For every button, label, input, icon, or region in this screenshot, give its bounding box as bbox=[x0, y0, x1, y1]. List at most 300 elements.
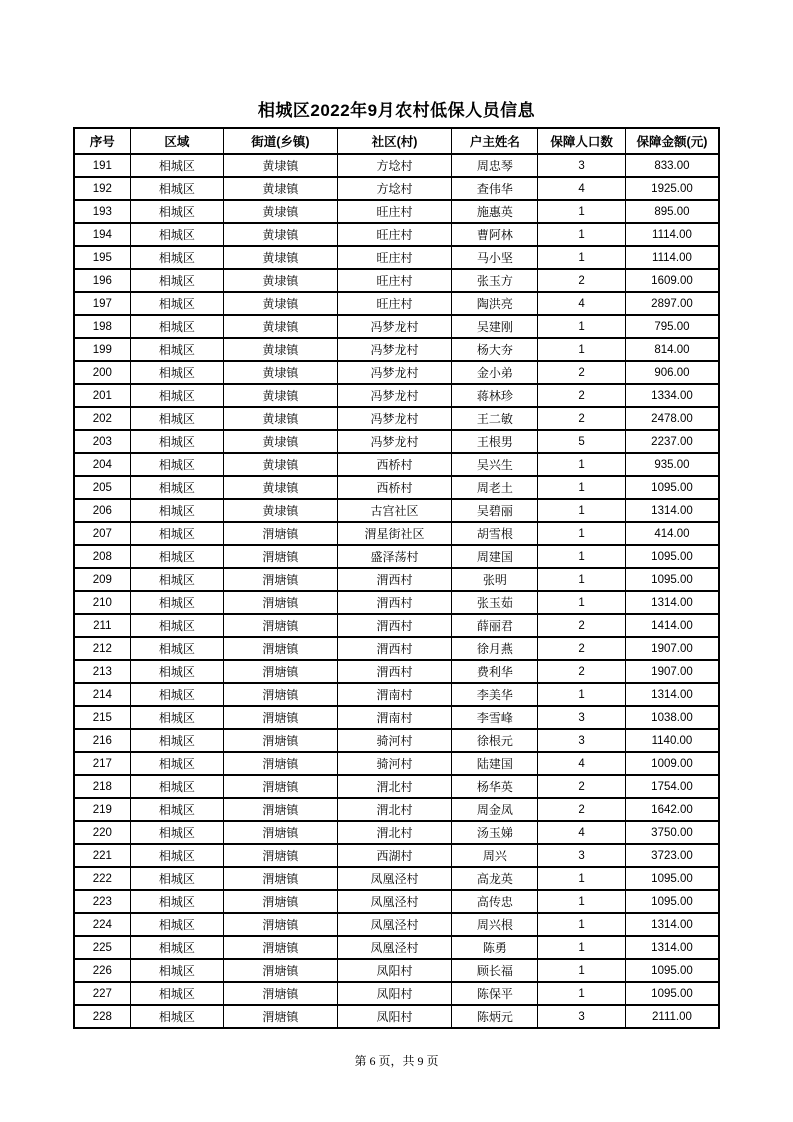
cell-amount: 1095.00 bbox=[625, 476, 719, 499]
cell-town: 渭塘镇 bbox=[224, 913, 338, 936]
table-row bbox=[74, 821, 719, 844]
cell-town: 渭塘镇 bbox=[224, 683, 338, 706]
cell-householder: 陶洪亮 bbox=[452, 292, 538, 315]
cell-town: 黄埭镇 bbox=[224, 499, 338, 522]
table-body bbox=[74, 154, 719, 1028]
cell-householder: 查伟华 bbox=[452, 177, 538, 200]
cell-index: 218 bbox=[74, 775, 130, 798]
cell-population: 1 bbox=[538, 591, 626, 614]
cell-index: 195 bbox=[74, 246, 130, 269]
cell-amount: 1095.00 bbox=[625, 568, 719, 591]
cell-index: 203 bbox=[74, 430, 130, 453]
cell-index: 210 bbox=[74, 591, 130, 614]
table-row bbox=[74, 177, 719, 200]
table-row bbox=[74, 775, 719, 798]
cell-region: 相城区 bbox=[130, 361, 224, 384]
cell-village: 冯梦龙村 bbox=[337, 430, 452, 453]
cell-region: 相城区 bbox=[130, 292, 224, 315]
cell-population: 2 bbox=[538, 407, 626, 430]
cell-householder: 张明 bbox=[452, 568, 538, 591]
cell-amount: 795.00 bbox=[625, 315, 719, 338]
cell-town: 渭塘镇 bbox=[224, 591, 338, 614]
cell-village: 旺庄村 bbox=[337, 269, 452, 292]
cell-index: 200 bbox=[74, 361, 130, 384]
cell-population: 4 bbox=[538, 292, 626, 315]
cell-householder: 薛丽君 bbox=[452, 614, 538, 637]
cell-amount: 3750.00 bbox=[625, 821, 719, 844]
cell-town: 渭塘镇 bbox=[224, 844, 338, 867]
cell-householder: 汤玉娣 bbox=[452, 821, 538, 844]
cell-index: 209 bbox=[74, 568, 130, 591]
cell-householder: 金小弟 bbox=[452, 361, 538, 384]
column-header-householder: 户主姓名 bbox=[452, 128, 538, 154]
cell-householder: 杨大夯 bbox=[452, 338, 538, 361]
cell-town: 黄埭镇 bbox=[224, 453, 338, 476]
cell-index: 199 bbox=[74, 338, 130, 361]
cell-town: 黄埭镇 bbox=[224, 315, 338, 338]
cell-householder: 吴碧丽 bbox=[452, 499, 538, 522]
cell-region: 相城区 bbox=[130, 683, 224, 706]
cell-village: 渭南村 bbox=[337, 683, 452, 706]
cell-town: 黄埭镇 bbox=[224, 407, 338, 430]
cell-region: 相城区 bbox=[130, 821, 224, 844]
table-row bbox=[74, 683, 719, 706]
table-row bbox=[74, 798, 719, 821]
cell-householder: 张玉茹 bbox=[452, 591, 538, 614]
table-row bbox=[74, 729, 719, 752]
cell-index: 208 bbox=[74, 545, 130, 568]
cell-amount: 833.00 bbox=[625, 154, 719, 177]
cell-region: 相城区 bbox=[130, 614, 224, 637]
table-row bbox=[74, 936, 719, 959]
cell-population: 2 bbox=[538, 637, 626, 660]
cell-amount: 1907.00 bbox=[625, 637, 719, 660]
cell-amount: 1609.00 bbox=[625, 269, 719, 292]
cell-town: 黄埭镇 bbox=[224, 361, 338, 384]
cell-town: 黄埭镇 bbox=[224, 200, 338, 223]
cell-amount: 1925.00 bbox=[625, 177, 719, 200]
table-row bbox=[74, 890, 719, 913]
cell-index: 204 bbox=[74, 453, 130, 476]
cell-index: 206 bbox=[74, 499, 130, 522]
cell-amount: 1642.00 bbox=[625, 798, 719, 821]
cell-population: 2 bbox=[538, 384, 626, 407]
table-row bbox=[74, 982, 719, 1005]
cell-region: 相城区 bbox=[130, 499, 224, 522]
cell-householder: 胡雪根 bbox=[452, 522, 538, 545]
cell-population: 3 bbox=[538, 1005, 626, 1028]
cell-population: 3 bbox=[538, 154, 626, 177]
table-row bbox=[74, 200, 719, 223]
cell-region: 相城区 bbox=[130, 844, 224, 867]
cell-town: 渭塘镇 bbox=[224, 637, 338, 660]
cell-town: 黄埭镇 bbox=[224, 177, 338, 200]
cell-householder: 陈保平 bbox=[452, 982, 538, 1005]
cell-index: 224 bbox=[74, 913, 130, 936]
cell-town: 渭塘镇 bbox=[224, 890, 338, 913]
cell-region: 相城区 bbox=[130, 430, 224, 453]
cell-village: 西湖村 bbox=[337, 844, 452, 867]
cell-population: 2 bbox=[538, 775, 626, 798]
cell-amount: 2478.00 bbox=[625, 407, 719, 430]
cell-amount: 1038.00 bbox=[625, 706, 719, 729]
cell-index: 220 bbox=[74, 821, 130, 844]
cell-population: 1 bbox=[538, 683, 626, 706]
cell-index: 219 bbox=[74, 798, 130, 821]
cell-householder: 马小坚 bbox=[452, 246, 538, 269]
cell-householder: 高龙英 bbox=[452, 867, 538, 890]
cell-index: 212 bbox=[74, 637, 130, 660]
cell-index: 191 bbox=[74, 154, 130, 177]
cell-householder: 吴兴生 bbox=[452, 453, 538, 476]
cell-town: 渭塘镇 bbox=[224, 798, 338, 821]
cell-index: 225 bbox=[74, 936, 130, 959]
cell-population: 1 bbox=[538, 936, 626, 959]
cell-population: 2 bbox=[538, 660, 626, 683]
cell-population: 1 bbox=[538, 890, 626, 913]
cell-village: 冯梦龙村 bbox=[337, 407, 452, 430]
cell-index: 215 bbox=[74, 706, 130, 729]
column-header-index: 序号 bbox=[74, 128, 130, 154]
cell-householder: 陈炳元 bbox=[452, 1005, 538, 1028]
cell-village: 凤阳村 bbox=[337, 959, 452, 982]
cell-population: 1 bbox=[538, 959, 626, 982]
cell-village: 渭西村 bbox=[337, 591, 452, 614]
cell-population: 1 bbox=[538, 223, 626, 246]
cell-village: 渭西村 bbox=[337, 637, 452, 660]
cell-region: 相城区 bbox=[130, 982, 224, 1005]
cell-region: 相城区 bbox=[130, 522, 224, 545]
cell-village: 西桥村 bbox=[337, 453, 452, 476]
cell-population: 3 bbox=[538, 844, 626, 867]
cell-amount: 1095.00 bbox=[625, 867, 719, 890]
cell-index: 194 bbox=[74, 223, 130, 246]
page-title: 相城区2022年9月农村低保人员信息 bbox=[257, 101, 536, 120]
table-row bbox=[74, 453, 719, 476]
cell-index: 202 bbox=[74, 407, 130, 430]
cell-householder: 陈勇 bbox=[452, 936, 538, 959]
cell-index: 221 bbox=[74, 844, 130, 867]
cell-householder: 施惠英 bbox=[452, 200, 538, 223]
cell-region: 相城区 bbox=[130, 384, 224, 407]
cell-village: 渭南村 bbox=[337, 706, 452, 729]
cell-region: 相城区 bbox=[130, 545, 224, 568]
cell-population: 3 bbox=[538, 706, 626, 729]
cell-amount: 1095.00 bbox=[625, 545, 719, 568]
cell-village: 骑河村 bbox=[337, 729, 452, 752]
cell-amount: 1314.00 bbox=[625, 683, 719, 706]
table-row bbox=[74, 959, 719, 982]
cell-village: 冯梦龙村 bbox=[337, 338, 452, 361]
table-row bbox=[74, 246, 719, 269]
cell-amount: 1095.00 bbox=[625, 890, 719, 913]
cell-region: 相城区 bbox=[130, 223, 224, 246]
table-row bbox=[74, 154, 719, 177]
cell-amount: 1314.00 bbox=[625, 591, 719, 614]
cell-population: 3 bbox=[538, 729, 626, 752]
cell-index: 217 bbox=[74, 752, 130, 775]
table-row bbox=[74, 1005, 719, 1028]
cell-town: 渭塘镇 bbox=[224, 867, 338, 890]
cell-region: 相城区 bbox=[130, 407, 224, 430]
table-header bbox=[74, 128, 719, 154]
cell-amount: 1009.00 bbox=[625, 752, 719, 775]
cell-population: 4 bbox=[538, 821, 626, 844]
cell-amount: 1414.00 bbox=[625, 614, 719, 637]
cell-householder: 张玉方 bbox=[452, 269, 538, 292]
cell-town: 渭塘镇 bbox=[224, 1005, 338, 1028]
cell-region: 相城区 bbox=[130, 890, 224, 913]
cell-index: 227 bbox=[74, 982, 130, 1005]
cell-village: 渭星街社区 bbox=[337, 522, 452, 545]
cell-amount: 895.00 bbox=[625, 200, 719, 223]
cell-amount: 2111.00 bbox=[625, 1005, 719, 1028]
cell-householder: 周兴根 bbox=[452, 913, 538, 936]
table-row bbox=[74, 292, 719, 315]
cell-village: 冯梦龙村 bbox=[337, 361, 452, 384]
cell-town: 渭塘镇 bbox=[224, 775, 338, 798]
cell-town: 黄埭镇 bbox=[224, 223, 338, 246]
cell-town: 渭塘镇 bbox=[224, 522, 338, 545]
cell-index: 198 bbox=[74, 315, 130, 338]
cell-region: 相城区 bbox=[130, 936, 224, 959]
benefits-table bbox=[73, 127, 720, 1029]
table-row bbox=[74, 384, 719, 407]
cell-population: 1 bbox=[538, 315, 626, 338]
cell-village: 凤凰泾村 bbox=[337, 890, 452, 913]
cell-householder: 周老土 bbox=[452, 476, 538, 499]
column-header-village: 社区(村) bbox=[337, 128, 452, 154]
cell-region: 相城区 bbox=[130, 752, 224, 775]
cell-region: 相城区 bbox=[130, 959, 224, 982]
cell-householder: 徐根元 bbox=[452, 729, 538, 752]
table-row bbox=[74, 338, 719, 361]
cell-region: 相城区 bbox=[130, 568, 224, 591]
cell-index: 192 bbox=[74, 177, 130, 200]
cell-population: 1 bbox=[538, 545, 626, 568]
cell-village: 古宫社区 bbox=[337, 499, 452, 522]
cell-town: 渭塘镇 bbox=[224, 706, 338, 729]
cell-index: 205 bbox=[74, 476, 130, 499]
cell-householder: 李雪峰 bbox=[452, 706, 538, 729]
cell-index: 207 bbox=[74, 522, 130, 545]
cell-town: 黄埭镇 bbox=[224, 246, 338, 269]
cell-village: 凤凰泾村 bbox=[337, 936, 452, 959]
cell-town: 黄埭镇 bbox=[224, 338, 338, 361]
table-row bbox=[74, 867, 719, 890]
table-row bbox=[74, 844, 719, 867]
cell-index: 222 bbox=[74, 867, 130, 890]
cell-amount: 3723.00 bbox=[625, 844, 719, 867]
cell-population: 1 bbox=[538, 499, 626, 522]
cell-village: 旺庄村 bbox=[337, 223, 452, 246]
cell-village: 渭西村 bbox=[337, 660, 452, 683]
cell-index: 211 bbox=[74, 614, 130, 637]
cell-amount: 1314.00 bbox=[625, 913, 719, 936]
cell-region: 相城区 bbox=[130, 775, 224, 798]
table-row bbox=[74, 476, 719, 499]
column-header-region: 区域 bbox=[130, 128, 224, 154]
cell-town: 黄埭镇 bbox=[224, 154, 338, 177]
cell-householder: 曹阿林 bbox=[452, 223, 538, 246]
cell-householder: 陆建国 bbox=[452, 752, 538, 775]
cell-town: 黄埭镇 bbox=[224, 384, 338, 407]
cell-region: 相城区 bbox=[130, 246, 224, 269]
cell-region: 相城区 bbox=[130, 660, 224, 683]
cell-householder: 周忠琴 bbox=[452, 154, 538, 177]
cell-village: 旺庄村 bbox=[337, 200, 452, 223]
cell-householder: 周金凤 bbox=[452, 798, 538, 821]
cell-town: 黄埭镇 bbox=[224, 292, 338, 315]
cell-index: 197 bbox=[74, 292, 130, 315]
cell-region: 相城区 bbox=[130, 637, 224, 660]
cell-population: 1 bbox=[538, 453, 626, 476]
cell-index: 196 bbox=[74, 269, 130, 292]
cell-population: 1 bbox=[538, 476, 626, 499]
cell-population: 2 bbox=[538, 361, 626, 384]
table-row bbox=[74, 269, 719, 292]
cell-village: 冯梦龙村 bbox=[337, 384, 452, 407]
cell-town: 渭塘镇 bbox=[224, 568, 338, 591]
cell-index: 213 bbox=[74, 660, 130, 683]
cell-region: 相城区 bbox=[130, 867, 224, 890]
cell-region: 相城区 bbox=[130, 453, 224, 476]
table-row bbox=[74, 545, 719, 568]
cell-region: 相城区 bbox=[130, 1005, 224, 1028]
cell-region: 相城区 bbox=[130, 338, 224, 361]
cell-population: 1 bbox=[538, 246, 626, 269]
cell-region: 相城区 bbox=[130, 591, 224, 614]
cell-village: 冯梦龙村 bbox=[337, 315, 452, 338]
cell-amount: 814.00 bbox=[625, 338, 719, 361]
cell-population: 2 bbox=[538, 614, 626, 637]
cell-town: 渭塘镇 bbox=[224, 959, 338, 982]
cell-householder: 吴建刚 bbox=[452, 315, 538, 338]
cell-population: 5 bbox=[538, 430, 626, 453]
table-row bbox=[74, 223, 719, 246]
table-row bbox=[74, 361, 719, 384]
cell-population: 1 bbox=[538, 568, 626, 591]
column-header-town: 街道(乡镇) bbox=[224, 128, 338, 154]
cell-region: 相城区 bbox=[130, 913, 224, 936]
cell-village: 渭西村 bbox=[337, 614, 452, 637]
cell-town: 渭塘镇 bbox=[224, 660, 338, 683]
cell-village: 渭北村 bbox=[337, 821, 452, 844]
table-row bbox=[74, 913, 719, 936]
cell-population: 2 bbox=[538, 269, 626, 292]
column-header-amount: 保障金额(元) bbox=[625, 128, 719, 154]
cell-village: 方埝村 bbox=[337, 177, 452, 200]
cell-town: 黄埭镇 bbox=[224, 430, 338, 453]
cell-town: 黄埭镇 bbox=[224, 476, 338, 499]
header-row bbox=[74, 128, 719, 154]
cell-region: 相城区 bbox=[130, 315, 224, 338]
cell-amount: 906.00 bbox=[625, 361, 719, 384]
cell-householder: 高传忠 bbox=[452, 890, 538, 913]
cell-region: 相城区 bbox=[130, 269, 224, 292]
cell-householder: 周建国 bbox=[452, 545, 538, 568]
cell-village: 凤凰泾村 bbox=[337, 867, 452, 890]
cell-householder: 蒋林珍 bbox=[452, 384, 538, 407]
cell-index: 216 bbox=[74, 729, 130, 752]
table-row bbox=[74, 522, 719, 545]
cell-village: 骑河村 bbox=[337, 752, 452, 775]
table-row bbox=[74, 706, 719, 729]
cell-amount: 1140.00 bbox=[625, 729, 719, 752]
cell-amount: 1114.00 bbox=[625, 246, 719, 269]
cell-index: 214 bbox=[74, 683, 130, 706]
cell-village: 盛泽荡村 bbox=[337, 545, 452, 568]
cell-village: 凤凰泾村 bbox=[337, 913, 452, 936]
cell-householder: 顾长福 bbox=[452, 959, 538, 982]
cell-region: 相城区 bbox=[130, 177, 224, 200]
cell-amount: 1314.00 bbox=[625, 936, 719, 959]
cell-town: 渭塘镇 bbox=[224, 729, 338, 752]
cell-region: 相城区 bbox=[130, 154, 224, 177]
table-row bbox=[74, 637, 719, 660]
cell-village: 渭西村 bbox=[337, 568, 452, 591]
cell-householder: 王二敏 bbox=[452, 407, 538, 430]
cell-index: 228 bbox=[74, 1005, 130, 1028]
cell-amount: 935.00 bbox=[625, 453, 719, 476]
cell-village: 渭北村 bbox=[337, 775, 452, 798]
cell-village: 旺庄村 bbox=[337, 292, 452, 315]
table-row bbox=[74, 568, 719, 591]
cell-village: 旺庄村 bbox=[337, 246, 452, 269]
cell-amount: 1907.00 bbox=[625, 660, 719, 683]
cell-index: 193 bbox=[74, 200, 130, 223]
cell-householder: 费利华 bbox=[452, 660, 538, 683]
cell-town: 渭塘镇 bbox=[224, 982, 338, 1005]
cell-householder: 杨华英 bbox=[452, 775, 538, 798]
table-row bbox=[74, 660, 719, 683]
cell-region: 相城区 bbox=[130, 798, 224, 821]
cell-population: 4 bbox=[538, 177, 626, 200]
cell-village: 凤阳村 bbox=[337, 1005, 452, 1028]
cell-population: 1 bbox=[538, 338, 626, 361]
table-row bbox=[74, 752, 719, 775]
cell-population: 2 bbox=[538, 798, 626, 821]
table-row bbox=[74, 407, 719, 430]
cell-population: 1 bbox=[538, 522, 626, 545]
cell-householder: 徐月燕 bbox=[452, 637, 538, 660]
cell-householder: 李美华 bbox=[452, 683, 538, 706]
cell-town: 渭塘镇 bbox=[224, 752, 338, 775]
page-footer: 第 6 页，共 9 页 bbox=[354, 1054, 439, 1068]
cell-village: 西桥村 bbox=[337, 476, 452, 499]
cell-region: 相城区 bbox=[130, 706, 224, 729]
table-row bbox=[74, 499, 719, 522]
column-header-population: 保障人口数 bbox=[538, 128, 626, 154]
cell-amount: 1095.00 bbox=[625, 982, 719, 1005]
cell-amount: 1754.00 bbox=[625, 775, 719, 798]
cell-amount: 414.00 bbox=[625, 522, 719, 545]
cell-index: 223 bbox=[74, 890, 130, 913]
cell-amount: 1314.00 bbox=[625, 499, 719, 522]
cell-population: 1 bbox=[538, 867, 626, 890]
cell-village: 渭北村 bbox=[337, 798, 452, 821]
cell-householder: 周兴 bbox=[452, 844, 538, 867]
cell-town: 渭塘镇 bbox=[224, 545, 338, 568]
cell-region: 相城区 bbox=[130, 729, 224, 752]
cell-population: 1 bbox=[538, 982, 626, 1005]
table-row bbox=[74, 614, 719, 637]
cell-village: 凤阳村 bbox=[337, 982, 452, 1005]
cell-index: 226 bbox=[74, 959, 130, 982]
cell-town: 渭塘镇 bbox=[224, 821, 338, 844]
cell-index: 201 bbox=[74, 384, 130, 407]
cell-householder: 王根男 bbox=[452, 430, 538, 453]
